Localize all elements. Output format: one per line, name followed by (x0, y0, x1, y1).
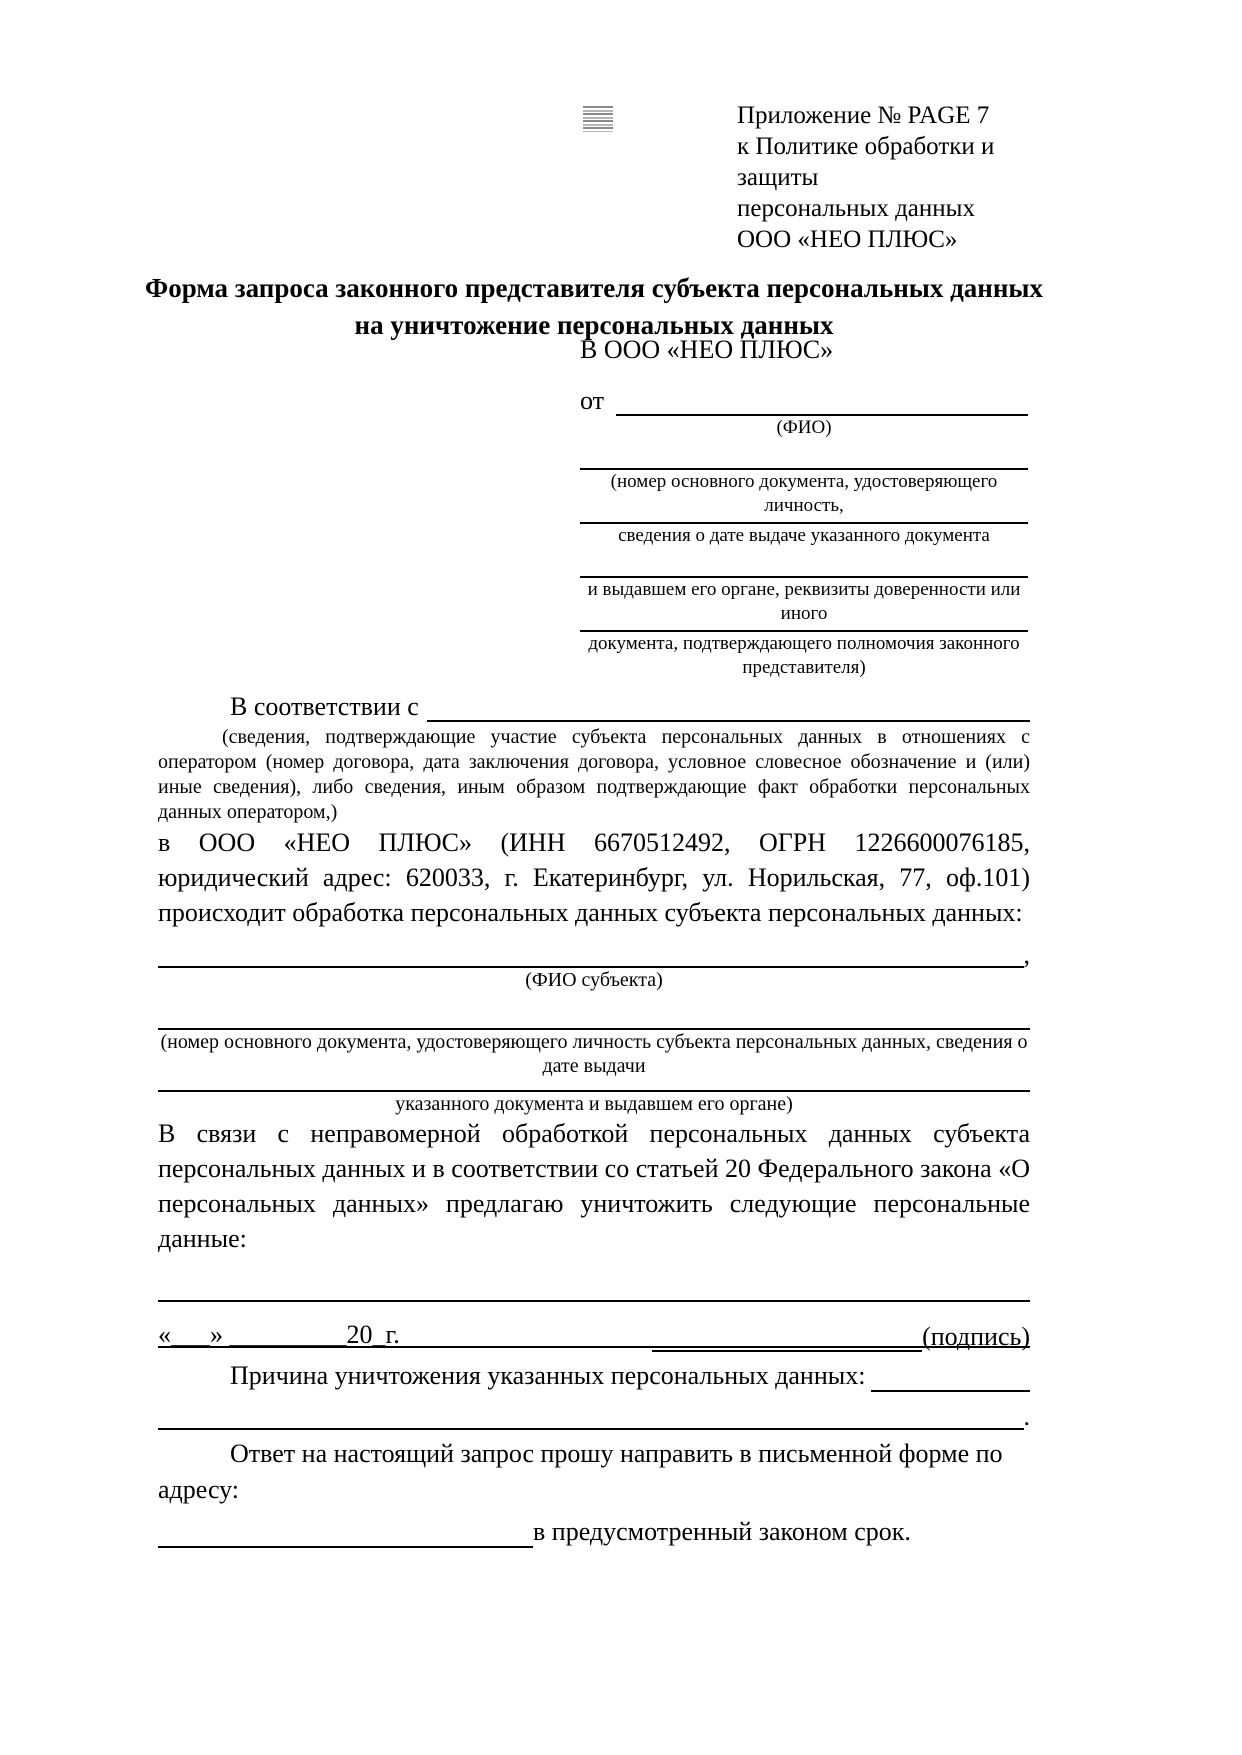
reason-label: Причина уничтожения указанных персональных данных: (230, 1361, 866, 1390)
reason-row (158, 1348, 1030, 1392)
signature-date-blank: «___» _________20_г. (158, 1320, 400, 1349)
appendix-header (737, 100, 1037, 255)
fill-line-answer-address (158, 1508, 533, 1548)
header-line: персональных данных (737, 195, 975, 222)
caption-issue-date: сведения о дате выдаче указанного документа (618, 525, 990, 546)
form-title-line2: на уничтожение персональных данных (354, 310, 834, 340)
fill-line-issuing-authority (580, 548, 1028, 578)
addressee-to: В ООО «НЕО ПЛЮС» (580, 335, 834, 364)
trailing-comma: , (1023, 940, 1030, 969)
fill-line-reason-start (871, 1348, 1030, 1392)
fill-line-fio (616, 366, 1028, 416)
fill-row-reason-continued (158, 1392, 1030, 1430)
from-label: от (580, 386, 605, 415)
signature-right-group (652, 1318, 1030, 1352)
trailing-period: . (1023, 1402, 1030, 1431)
form-title-line1: Форма запроса законного представителя субъекта персональных данных (145, 273, 1043, 303)
accordance-footnote: (сведения, подтверждающие участие субъекта персональных данных в отношениях с оператором (номер договора, дата заключения договора, условное словесное обозначение и (или) иные сведения), либо сведения, иным образом подтверждающие факт обработки персональных данных оператором,) (158, 726, 1030, 823)
form-title (108, 270, 1080, 344)
caption-document-number: (номер основного документа, удостоверяющего личность, (610, 471, 998, 516)
caption-subject-document-line1: (номер основного документа, удостоверяющего личность субъекта персональных данных, сведения о дате выдачи (160, 1031, 1028, 1077)
fill-line-accordance (427, 688, 1030, 722)
from-row (580, 366, 1028, 416)
answer-request-line: Ответ на настоящий запрос прошу направить в письменной форме по адресу: (158, 1439, 1003, 1504)
unlawful-processing-paragraph: В связи с неправомерной обработкой персональных данных субъекта персональных данных и в соответствии со статьей 20 Федерального закона «О персональных данных» предлагаю уничтожить следующие персональные данные: (158, 1119, 1030, 1253)
fill-line-reason-continued (158, 1392, 1024, 1430)
fill-row-subject-document (158, 992, 1030, 1030)
caption-subject-fio: (ФИО субъекта) (525, 969, 663, 991)
signature-caption: (подпись) (922, 1322, 1030, 1351)
caption-fio: (ФИО) (776, 417, 832, 438)
embedded-object-artifact-icon (583, 106, 613, 132)
fill-line-document-number (580, 440, 1028, 470)
caption-subject-document-line2: указанного документа и выдавшем его органе) (395, 1093, 793, 1115)
caption-authority-document: документа, подтверждающего полномочия законного представителя) (588, 633, 1020, 678)
answer-deadline-text: в предусмотренный законом срок. (533, 1517, 911, 1546)
operator-paragraph: в ООО «НЕО ПЛЮС» (ИНН 6670512492, ОГРН 1226600076185, юридический адрес: 620033, г. Екатеринбург, ул. Норильская, 77, оф.101) происходит обработка персональных данных субъекта персональных данных: (158, 828, 1030, 927)
fill-row-subject-fio (158, 930, 1030, 968)
answer-address-row (158, 1508, 1030, 1548)
form-body (158, 688, 1030, 1548)
fill-line-subject-document (158, 992, 1030, 1030)
fill-line-signature (652, 1318, 922, 1352)
fill-line-subject-fio (158, 930, 1024, 968)
accordance-row (158, 688, 1030, 722)
header-line: к Политике обработки и защиты (737, 133, 995, 191)
accordance-label: В соответствии с (230, 692, 419, 721)
header-line: ООО «НЕО ПЛЮС» (737, 226, 958, 253)
fill-row-subject-document2 (158, 1054, 1030, 1092)
signature-row (158, 1318, 1030, 1352)
fill-line-data-to-destroy-1 (158, 1256, 1030, 1302)
caption-issuing-authority: и выдавшем его органе, реквизиты доверенности или иного (587, 579, 1021, 624)
header-line: Приложение № PAGE 7 (737, 102, 990, 129)
fill-line-subject-document2 (158, 1054, 1030, 1092)
addressee-block (580, 334, 1028, 678)
